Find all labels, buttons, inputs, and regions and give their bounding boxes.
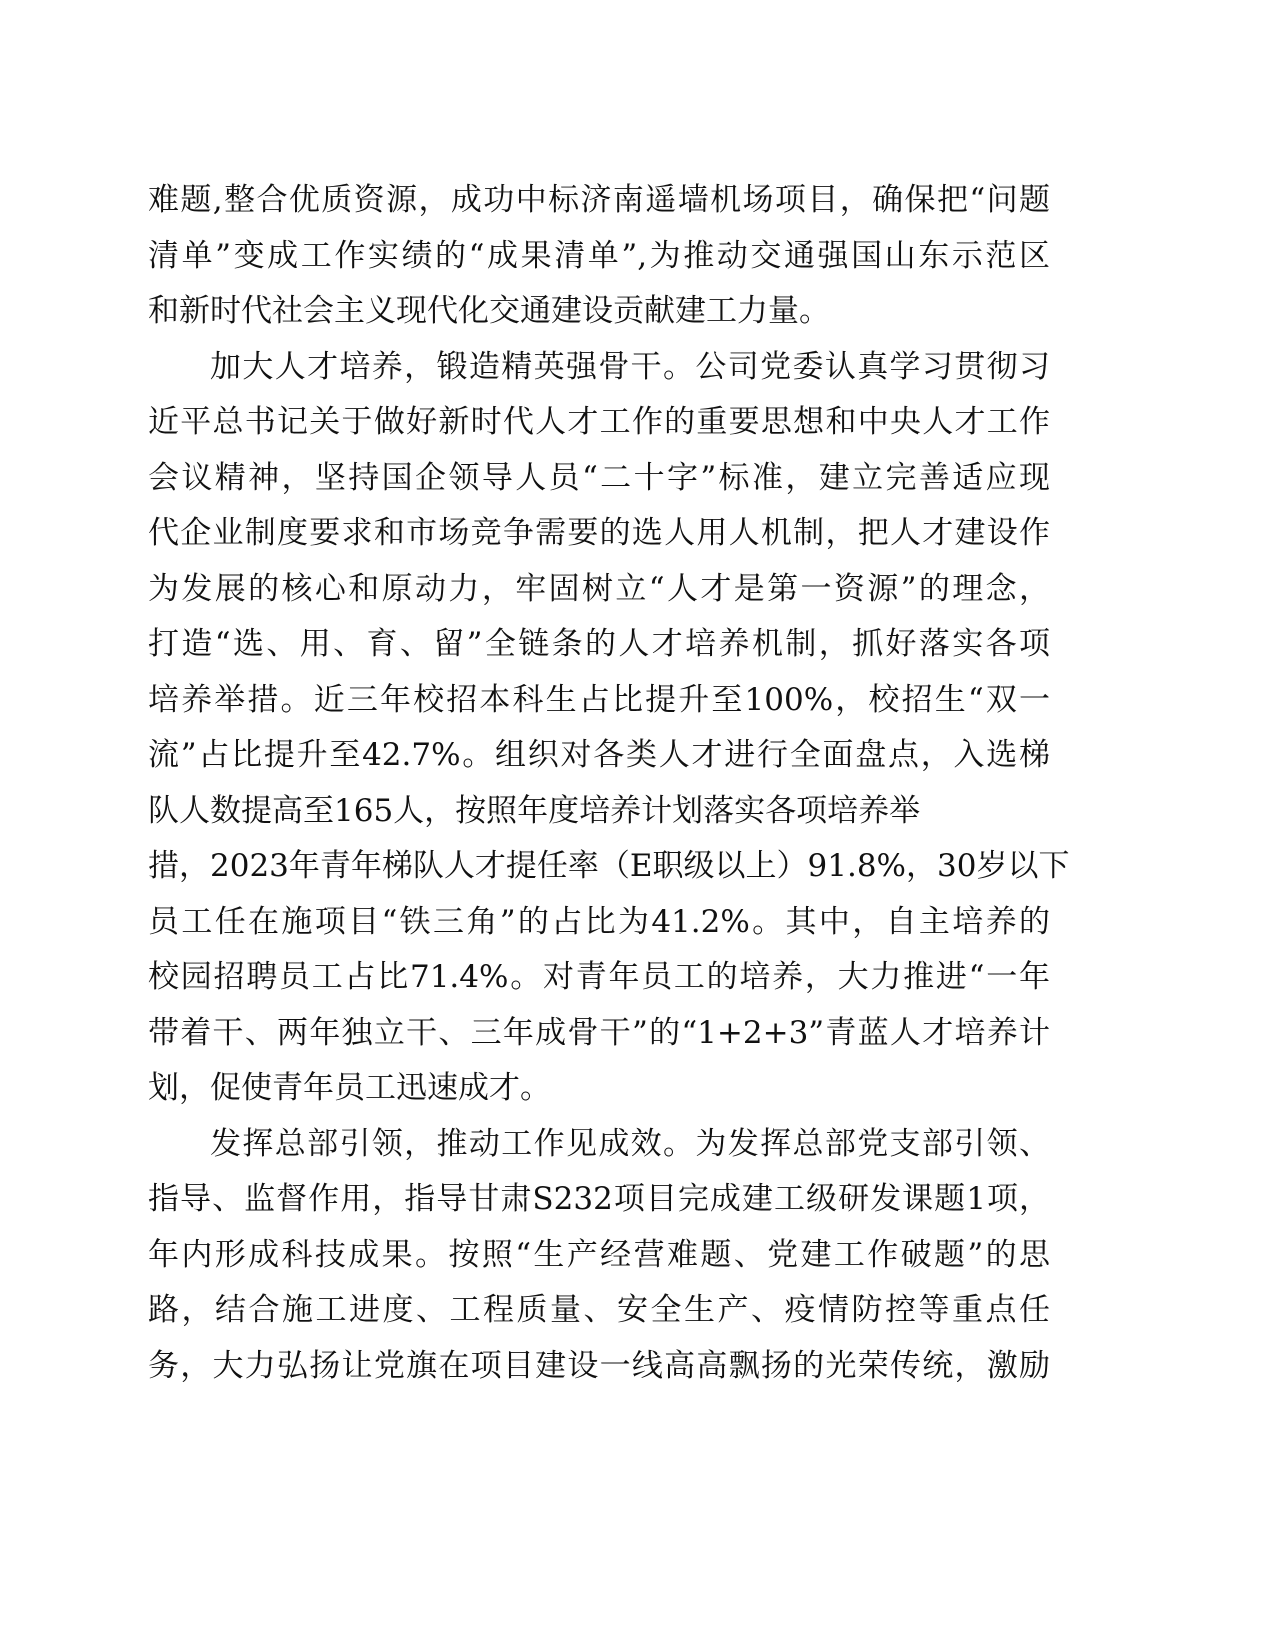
text-line: 清单”变成工作实绩的“成果清单”,为推动交通强国山东示范区 bbox=[148, 237, 1050, 274]
text-line: 措，2023年青年梯队人才提任率（E职级以上）91.8%，30岁以下 bbox=[148, 848, 1070, 884]
text-line: 发挥总部引领，推动工作见成效。为发挥总部党支部引领、 bbox=[210, 1125, 1050, 1162]
text-line: 会议精神，坚持国企领导人员“二十字”标准，建立完善适应现 bbox=[148, 459, 1050, 496]
text-line: 校园招聘员工占比71.4%。对青年员工的培养，大力推进“一年 bbox=[148, 959, 1050, 995]
text-line: 路，结合施工进度、工程质量、安全生产、疫情防控等重点任 bbox=[148, 1292, 1050, 1328]
text-line: 加大人才培养，锻造精英强骨干。公司党委认真学习贯彻习 bbox=[210, 348, 1050, 385]
text-line: 为发展的核心和原动力，牢固树立“人才是第一资源”的理念， bbox=[148, 570, 1050, 607]
text-line: 带着干、两年独立干、三年成骨干”的“1+2+3”青蓝人才培养计 bbox=[148, 1014, 1050, 1051]
text-line: 务，大力弘扬让党旗在项目建设一线高高飘扬的光荣传统，激励 bbox=[148, 1347, 1050, 1384]
text-line: 培养举措。近三年校招本科生占比提升至100%，校招生“双一 bbox=[148, 681, 1050, 718]
text-line: 划，促使青年员工迅速成才。 bbox=[148, 1070, 551, 1106]
text-line: 和新时代社会主义现代化交通建设贡献建工力量。 bbox=[148, 293, 830, 329]
text-line: 难题,整合优质资源，成功中标济南遥墙机场项目，确保把“问题 bbox=[148, 182, 1050, 218]
text-line: 员工任在施项目“铁三角”的占比为41.2%。其中，自主培养的 bbox=[148, 903, 1050, 940]
text-line: 打造“选、用、育、留”全链条的人才培养机制，抓好落实各项 bbox=[148, 626, 1050, 662]
text-line: 代企业制度要求和市场竞争需要的选人用人机制，把人才建设作 bbox=[148, 515, 1050, 551]
text-line: 队人数提高至165人，按照年度培养计划落实各项培养举 bbox=[148, 792, 921, 829]
text-line: 年内形成科技成果。按照“生产经营难题、党建工作破题”的思 bbox=[148, 1236, 1050, 1273]
text-line: 近平总书记关于做好新时代人才工作的重要思想和中央人才工作 bbox=[148, 404, 1050, 440]
text-line: 流”占比提升至42.7%。组织对各类人才进行全面盘点，入选梯 bbox=[148, 737, 1050, 773]
text-line: 指导、监督作用，指导甘肃S232项目完成建工级研发课题1项， bbox=[148, 1181, 1050, 1217]
